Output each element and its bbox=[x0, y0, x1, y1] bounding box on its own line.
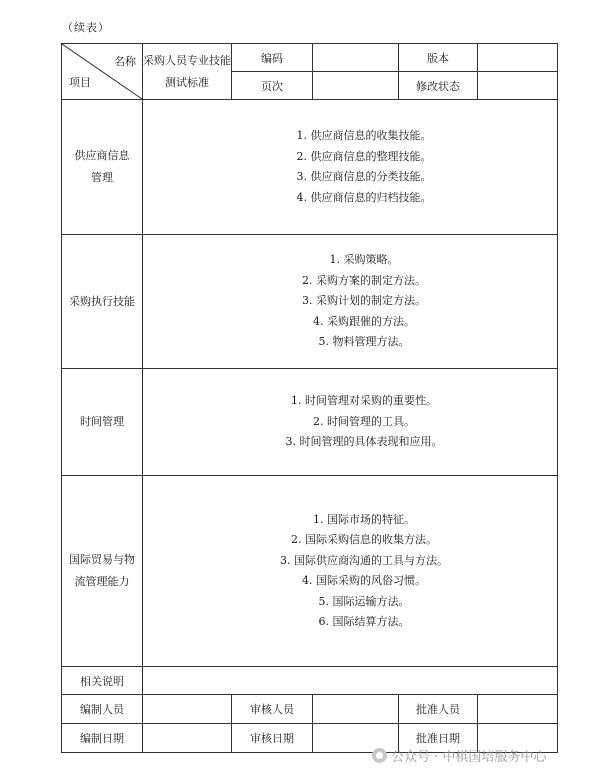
list-item: 1. 采购策略。 bbox=[329, 253, 399, 267]
reviewed-by-value[interactable] bbox=[313, 695, 399, 724]
continuation-label: （续表） bbox=[62, 21, 110, 34]
section-label: 采购执行技能 bbox=[62, 235, 143, 369]
list-item: 1. 供应商信息的收集技能。 bbox=[296, 129, 432, 142]
name-label: 名称 bbox=[114, 55, 136, 68]
watermark bbox=[372, 746, 546, 765]
approved-by-value[interactable] bbox=[478, 695, 558, 724]
test-standard-table bbox=[61, 43, 558, 753]
list-item: 3. 国际供应商沟通的工具与方法。 bbox=[280, 553, 448, 567]
watermark-text: 公众号 · 中棋国培服务中心 bbox=[391, 750, 547, 765]
version-label: 版本 bbox=[399, 44, 478, 72]
approved-by-label: 批准人员 bbox=[399, 695, 478, 724]
section-items bbox=[143, 235, 558, 369]
list-item: 2. 时间管理的工具。 bbox=[313, 414, 415, 428]
notes-row bbox=[62, 667, 558, 695]
prepared-date-label: 编制日期 bbox=[62, 724, 143, 753]
list-item: 5. 国际运输方法。 bbox=[318, 594, 410, 608]
list-item: 2. 采购方案的制定方法。 bbox=[302, 273, 426, 287]
page-value[interactable] bbox=[313, 72, 399, 100]
notes-label: 相关说明 bbox=[62, 667, 143, 695]
revision-value[interactable] bbox=[478, 72, 558, 100]
page-label: 页次 bbox=[232, 72, 313, 100]
section-items bbox=[143, 100, 558, 235]
list-item: 3. 供应商信息的分类技能。 bbox=[296, 170, 432, 183]
list-item: 4. 采购跟催的方法。 bbox=[313, 314, 415, 328]
wechat-icon bbox=[372, 748, 387, 763]
list-item: 1. 国际市场的特征。 bbox=[313, 512, 415, 526]
list-item: 6. 国际结算方法。 bbox=[318, 615, 410, 628]
version-value[interactable] bbox=[478, 44, 558, 72]
list-item: 2. 国际采购信息的收集方法。 bbox=[291, 533, 437, 546]
revision-label: 修改状态 bbox=[399, 72, 478, 100]
code-label: 编码 bbox=[232, 44, 313, 72]
section-label: 供应商信息管理 bbox=[62, 100, 143, 235]
reviewed-date-label: 审核日期 bbox=[232, 724, 313, 753]
list-item: 4. 供应商信息的归档技能。 bbox=[296, 190, 432, 204]
list-item: 1. 时间管理对采购的重要性。 bbox=[291, 394, 437, 408]
code-value[interactable] bbox=[313, 44, 399, 72]
prepared-by-label: 编制人员 bbox=[62, 695, 143, 724]
list-item: 2. 供应商信息的整理技能。 bbox=[296, 149, 432, 163]
signature-row bbox=[62, 695, 558, 724]
section-items bbox=[143, 476, 558, 667]
approved-date-label: 批准日期 bbox=[399, 724, 478, 753]
section-label: 国际贸易与物流管理能力 bbox=[62, 476, 143, 667]
list-item: 4. 国际采购的风俗习惯。 bbox=[302, 574, 426, 587]
header-diagonal-cell bbox=[62, 44, 143, 100]
item-label: 项目 bbox=[69, 76, 91, 89]
section-label: 时间管理 bbox=[62, 369, 143, 476]
reviewed-by-label: 审核人员 bbox=[232, 695, 313, 724]
section-row bbox=[62, 235, 558, 369]
prepared-date-value[interactable] bbox=[143, 724, 232, 753]
section-row bbox=[62, 100, 558, 235]
section-row bbox=[62, 476, 558, 667]
section-items bbox=[143, 369, 558, 476]
notes-value[interactable] bbox=[143, 667, 558, 695]
list-item: 5. 物料管理方法。 bbox=[318, 335, 410, 349]
document-title: 采购人员专业技能测试标准 bbox=[143, 44, 232, 100]
header-row-1 bbox=[62, 44, 558, 72]
prepared-by-value[interactable] bbox=[143, 695, 232, 724]
list-item: 3. 采购计划的制定方法。 bbox=[302, 294, 426, 308]
section-row bbox=[62, 369, 558, 476]
list-item: 3. 时间管理的具体表现和应用。 bbox=[285, 435, 443, 449]
